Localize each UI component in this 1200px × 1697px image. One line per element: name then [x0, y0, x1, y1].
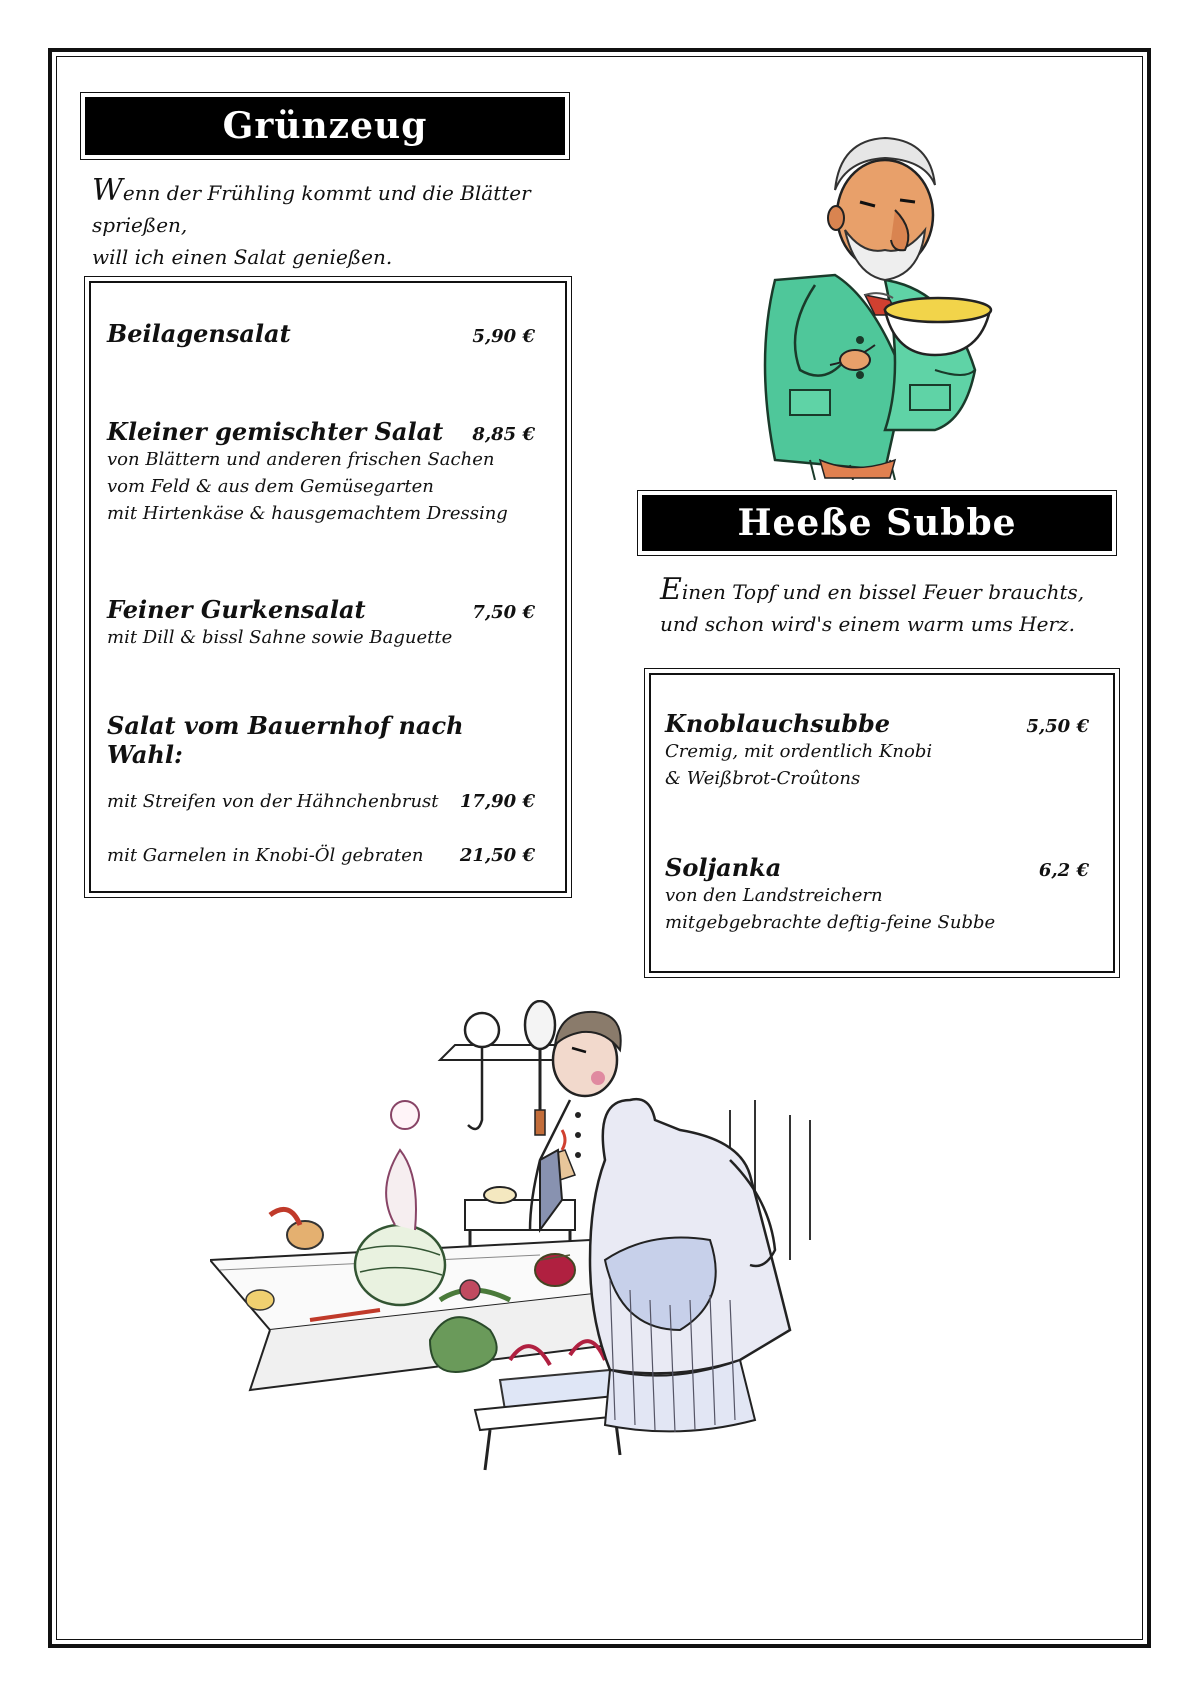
- item-desc-line: mit Hirtenkäse & hausgemachtem Dressing: [107, 503, 508, 524]
- section-title-heesse-subbe: Heeße Subbe: [642, 495, 1112, 551]
- section-title-gruenzeug: Grünzeug: [85, 97, 565, 155]
- intro-text-1: enn der Frühling kommt und die Blätter sprießen,: [92, 181, 531, 237]
- group-option: [107, 845, 535, 866]
- item-price: 5,90 €: [472, 326, 535, 347]
- item-price: 6,2 €: [1038, 860, 1089, 881]
- kitchen-maid-illustration: [210, 1000, 950, 1600]
- option-price: 21,50 €: [459, 845, 535, 866]
- menu-item: [665, 853, 1089, 936]
- option-label: mit Garnelen in Knobi-Öl gebraten: [107, 845, 424, 866]
- menu-group: [107, 711, 535, 769]
- intro-heesse-subbe: [660, 574, 1130, 640]
- menu-item: [107, 319, 535, 348]
- intro-line-2: will ich einen Salat genießen.: [92, 245, 393, 269]
- menu-item: [107, 417, 535, 527]
- menu-box-inner: [649, 673, 1115, 973]
- item-price: 5,50 €: [1026, 716, 1089, 737]
- intro-gruenzeug: [92, 175, 592, 273]
- item-desc-line: mit Dill & bissl Sahne sowie Baguette: [107, 627, 453, 648]
- man-eating-soup-illustration: [735, 130, 1025, 480]
- item-desc-line: vom Feld & aus dem Gemüsegarten: [107, 476, 434, 497]
- section-header-heesse-subbe: [637, 490, 1117, 556]
- item-name: Kleiner gemischter Salat: [107, 417, 444, 446]
- section-header-gruenzeug: [80, 92, 570, 160]
- item-desc-line: & Weißbrot-Croûtons: [665, 768, 861, 789]
- group-option: [107, 791, 535, 812]
- item-price: 8,85 €: [472, 424, 535, 445]
- menu-item: [665, 709, 1089, 792]
- menu-item: [107, 595, 535, 651]
- item-desc-line: Cremig, mit ordentlich Knobi: [665, 741, 933, 762]
- intro-initial: E: [660, 572, 682, 607]
- intro-line-1: [92, 175, 592, 241]
- intro-line-2: und schon wird's einem warm ums Herz.: [660, 612, 1075, 636]
- menu-box-heesse-subbe: [644, 668, 1120, 978]
- menu-box-gruenzeug: [84, 276, 572, 898]
- item-desc-line: mitgebgebrachte deftig-feine Subbe: [665, 912, 996, 933]
- option-label: mit Streifen von der Hähnchenbrust: [107, 791, 439, 812]
- menu-box-inner: [89, 281, 567, 893]
- item-desc-line: von Blättern und anderen frischen Sachen: [107, 449, 495, 470]
- intro-initial: W: [92, 173, 123, 208]
- item-price: 7,50 €: [472, 602, 535, 623]
- item-name: Knoblauchsubbe: [665, 709, 891, 738]
- item-desc-line: von den Landstreichern: [665, 885, 883, 906]
- item-name: Feiner Gurkensalat: [107, 595, 366, 624]
- option-price: 17,90 €: [459, 791, 535, 812]
- item-name: Soljanka: [665, 853, 782, 882]
- intro-text-1: inen Topf und en bissel Feuer brauchts,: [681, 580, 1085, 604]
- group-title: Salat vom Bauernhof nach Wahl:: [107, 711, 464, 769]
- item-name: Beilagensalat: [107, 319, 291, 348]
- intro-line-1: [660, 574, 1130, 608]
